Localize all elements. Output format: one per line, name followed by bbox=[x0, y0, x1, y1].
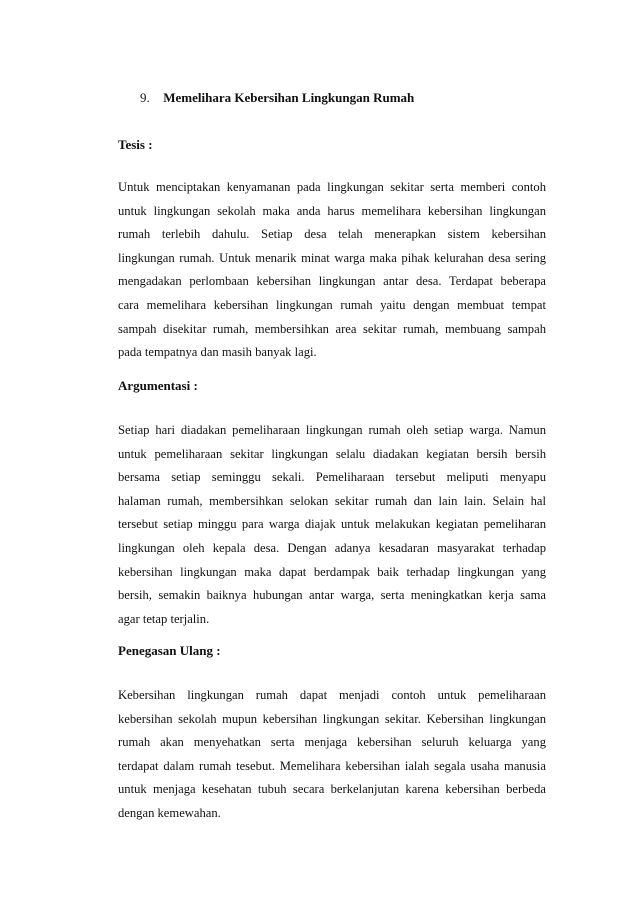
paragraph-line: pada tempatnya dan masih banyak lagi. bbox=[118, 345, 317, 360]
paragraph-line: lingkungan oleh kepala desa. Dengan adanya kesadaran masyarakat terhadap bbox=[118, 540, 546, 555]
paragraph-line: bersama setiap seminggu sekali. Pemeliharaan tersebut meliputi menyapu bbox=[118, 470, 546, 485]
label-argumentasi: Argumentasi : bbox=[118, 378, 198, 393]
paragraph-line: kebersihan lingkungan maka dapat berdampak baik terhadap lingkungan yang bbox=[118, 564, 546, 579]
paragraph-tesis bbox=[118, 176, 546, 365]
paragraph-penegasan-ulang bbox=[118, 684, 546, 826]
paragraph-line: rumah terlebih dahulu. Setiap desa telah menerapkan sistem kebersihan bbox=[118, 227, 546, 242]
paragraph-line: agar tetap terjalin. bbox=[118, 611, 210, 626]
paragraph-argumentasi bbox=[118, 419, 546, 631]
paragraph-line: tersebut setiap minggu para warga diajak untuk melakukan kegiatan pemeliharan bbox=[118, 517, 546, 532]
heading-number: 9. bbox=[140, 90, 150, 105]
paragraph-line: rumah akan menyehatkan serta menjaga kebersihan seluruh keluarga yang bbox=[118, 735, 546, 750]
paragraph-line: Setiap hari diadakan pemeliharaan lingkungan rumah oleh setiap warga. Namun bbox=[118, 423, 546, 437]
paragraph-line: sampah disekitar rumah, membersihkan area sekitar rumah, membuang sampah bbox=[118, 321, 546, 336]
label-tesis: Tesis : bbox=[118, 137, 153, 152]
paragraph-line: bersih, semakin baiknya hubungan antar warga, serta meningkatkan kerja sama bbox=[118, 588, 546, 603]
paragraph-line: lingkungan rumah. Untuk menarik minat warga maka pihak kelurahan desa sering bbox=[118, 250, 546, 265]
label-penegasan-ulang: Penegasan Ulang : bbox=[118, 643, 221, 658]
paragraph-line: kebersihan sekolah mupun kebersihan lingkungan sekitar. Kebersihan lingkungan bbox=[118, 711, 546, 726]
heading-title: Memelihara Kebersihan Lingkungan Rumah bbox=[163, 90, 415, 105]
paragraph-line: Kebersihan lingkungan rumah dapat menjadi contoh untuk pemeliharaan bbox=[118, 688, 546, 702]
paragraph-line: untuk lingkungan sekolah maka anda harus memelihara kebersihan lingkungan bbox=[118, 203, 546, 218]
paragraph-line: dengan kemewahan. bbox=[118, 805, 221, 820]
paragraph-line: Untuk menciptakan kenyamanan pada lingkungan sekitar serta memberi contoh bbox=[118, 180, 546, 194]
paragraph-line: terdapat dalam rumah tesebut. Memelihara kebersihan ialah segala usaha manusia bbox=[118, 758, 546, 773]
paragraph-line: halaman rumah, membersihkan selokan sekitar rumah dan lain lain. Selain hal bbox=[118, 493, 546, 508]
paragraph-line: mengadakan perlombaan kebersihan lingkungan antar desa. Terdapat beberapa bbox=[118, 274, 546, 289]
paragraph-line: untuk pemeliharaan sekitar lingkungan selalu diadakan kegiatan bersih bersih bbox=[118, 446, 546, 461]
paragraph-line: untuk menjaga kesehatan tubuh secara berkelanjutan karena kebersihan berbeda bbox=[118, 782, 546, 797]
paragraph-line: cara memelihara kebersihan lingkungan rumah yaitu dengan membuat tempat bbox=[118, 297, 546, 312]
section-heading bbox=[140, 89, 414, 106]
